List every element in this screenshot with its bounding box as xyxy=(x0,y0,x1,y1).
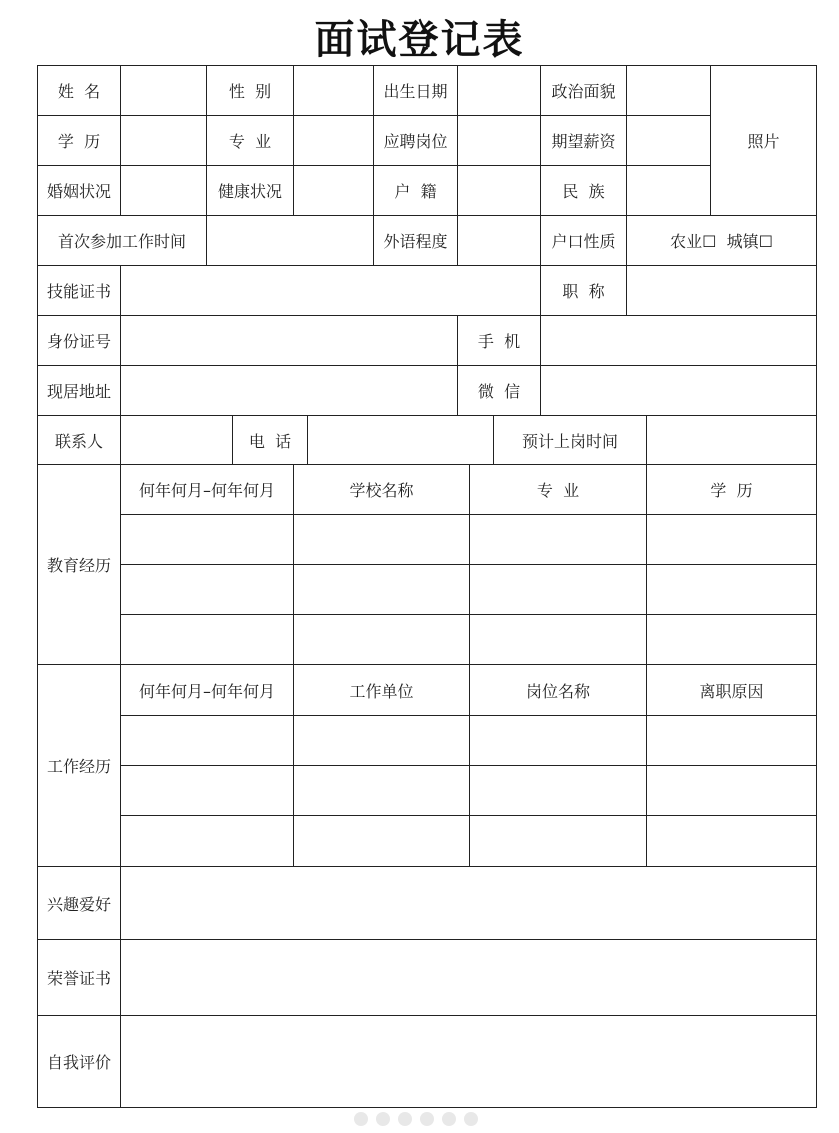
work-row-3-period[interactable] xyxy=(120,815,294,867)
edu-col-school: 学校名称 xyxy=(293,464,470,515)
label-birth: 出生日期 xyxy=(373,65,458,116)
label-skill-cert: 技能证书 xyxy=(37,265,121,316)
honors-field[interactable] xyxy=(120,939,817,1016)
label-self-eval: 自我评价 xyxy=(37,1015,121,1108)
marital-field[interactable] xyxy=(120,165,207,216)
work-row-2-leave-reason[interactable] xyxy=(646,765,817,816)
edu-row-3-degree[interactable] xyxy=(646,614,817,665)
work-row-1-period[interactable] xyxy=(120,715,294,766)
foreign-lang-field[interactable] xyxy=(457,215,541,266)
work-row-1-position[interactable] xyxy=(469,715,647,766)
photo-label: 照片 xyxy=(747,132,780,151)
contact-field[interactable] xyxy=(120,415,233,465)
work-col-period: 何年何月–何年何月 xyxy=(120,664,294,716)
label-ethnicity: 民 族 xyxy=(540,165,627,216)
health-field[interactable] xyxy=(293,165,374,216)
position-field[interactable] xyxy=(457,115,541,166)
edu-row-1-degree[interactable] xyxy=(646,514,817,565)
label-id-number: 身份证号 xyxy=(37,315,121,366)
self-eval-field[interactable] xyxy=(120,1015,817,1108)
label-name: 姓 名 xyxy=(37,65,121,116)
id-number-field[interactable] xyxy=(120,315,458,366)
wechat-field[interactable] xyxy=(540,365,817,416)
page-title: 面试登记表 xyxy=(314,17,525,63)
hobbies-field[interactable] xyxy=(120,866,817,940)
work-row-1-company[interactable] xyxy=(293,715,470,766)
edu-row-1-period[interactable] xyxy=(120,514,294,565)
work-row-2-position[interactable] xyxy=(469,765,647,816)
edu-row-3-major[interactable] xyxy=(469,614,647,665)
education-field[interactable] xyxy=(120,115,207,166)
huji-field[interactable] xyxy=(457,165,541,216)
label-work-history: 工作经历 xyxy=(37,664,121,867)
page-dot xyxy=(354,1112,368,1126)
name-field[interactable] xyxy=(120,65,207,116)
label-salary: 期望薪资 xyxy=(540,115,627,166)
label-gender: 性 别 xyxy=(206,65,294,116)
edu-col-major: 专 业 xyxy=(469,464,647,515)
page-dot xyxy=(420,1112,434,1126)
label-expected-start: 预计上岗时间 xyxy=(493,415,647,465)
address-field[interactable] xyxy=(120,365,458,416)
edu-row-1-major[interactable] xyxy=(469,514,647,565)
major-field[interactable] xyxy=(293,115,374,166)
political-field[interactable] xyxy=(626,65,711,116)
gender-field[interactable] xyxy=(293,65,374,116)
salary-field[interactable] xyxy=(626,115,711,166)
edu-row-2-period[interactable] xyxy=(120,564,294,615)
label-marital: 婚姻状况 xyxy=(37,165,121,216)
label-health: 健康状况 xyxy=(206,165,294,216)
work-row-3-leave-reason[interactable] xyxy=(646,815,817,867)
label-hobbies: 兴趣爱好 xyxy=(37,866,121,940)
page-dot xyxy=(442,1112,456,1126)
edu-row-1-school[interactable] xyxy=(293,514,470,565)
edu-col-degree: 学 历 xyxy=(646,464,817,515)
label-phone: 电 话 xyxy=(232,415,308,465)
work-row-2-period[interactable] xyxy=(120,765,294,816)
label-title-rank: 职 称 xyxy=(540,265,627,316)
ethnicity-field[interactable] xyxy=(626,165,711,216)
edu-row-2-degree[interactable] xyxy=(646,564,817,615)
label-honors: 荣誉证书 xyxy=(37,939,121,1016)
label-edu-history: 教育经历 xyxy=(37,464,121,665)
work-col-position: 岗位名称 xyxy=(469,664,647,716)
label-wechat: 微 信 xyxy=(457,365,541,416)
expected-start-field[interactable] xyxy=(646,415,817,465)
page-dot xyxy=(398,1112,412,1126)
label-huji: 户 籍 xyxy=(373,165,458,216)
label-contact: 联系人 xyxy=(37,415,121,465)
label-mobile: 手 机 xyxy=(457,315,541,366)
label-political: 政治面貌 xyxy=(540,65,627,116)
work-row-2-company[interactable] xyxy=(293,765,470,816)
mobile-field[interactable] xyxy=(540,315,817,366)
page-dot xyxy=(376,1112,390,1126)
page-indicator xyxy=(336,1112,496,1126)
edu-row-3-period[interactable] xyxy=(120,614,294,665)
first-work-field[interactable] xyxy=(206,215,374,266)
label-foreign-lang: 外语程度 xyxy=(373,215,458,266)
label-major: 专 业 xyxy=(206,115,294,166)
work-row-3-position[interactable] xyxy=(469,815,647,867)
edu-col-period: 何年何月–何年何月 xyxy=(120,464,294,515)
work-col-leave-reason: 离职原因 xyxy=(646,664,817,716)
birth-field[interactable] xyxy=(457,65,541,116)
edu-row-3-school[interactable] xyxy=(293,614,470,665)
label-education: 学 历 xyxy=(37,115,121,166)
edu-row-2-major[interactable] xyxy=(469,564,647,615)
label-first-work: 首次参加工作时间 xyxy=(37,215,207,266)
phone-field[interactable] xyxy=(307,415,494,465)
hukou-type-options[interactable]: 农业☐ 城镇☐ xyxy=(626,215,817,266)
label-address: 现居地址 xyxy=(37,365,121,416)
photo-box[interactable] xyxy=(710,65,817,216)
edu-row-2-school[interactable] xyxy=(293,564,470,615)
work-col-company: 工作单位 xyxy=(293,664,470,716)
skill-cert-field[interactable] xyxy=(120,265,541,316)
page-dot xyxy=(464,1112,478,1126)
work-row-1-leave-reason[interactable] xyxy=(646,715,817,766)
label-hukou-type: 户口性质 xyxy=(540,215,627,266)
work-row-3-company[interactable] xyxy=(293,815,470,867)
label-position: 应聘岗位 xyxy=(373,115,458,166)
title-rank-field[interactable] xyxy=(626,265,817,316)
